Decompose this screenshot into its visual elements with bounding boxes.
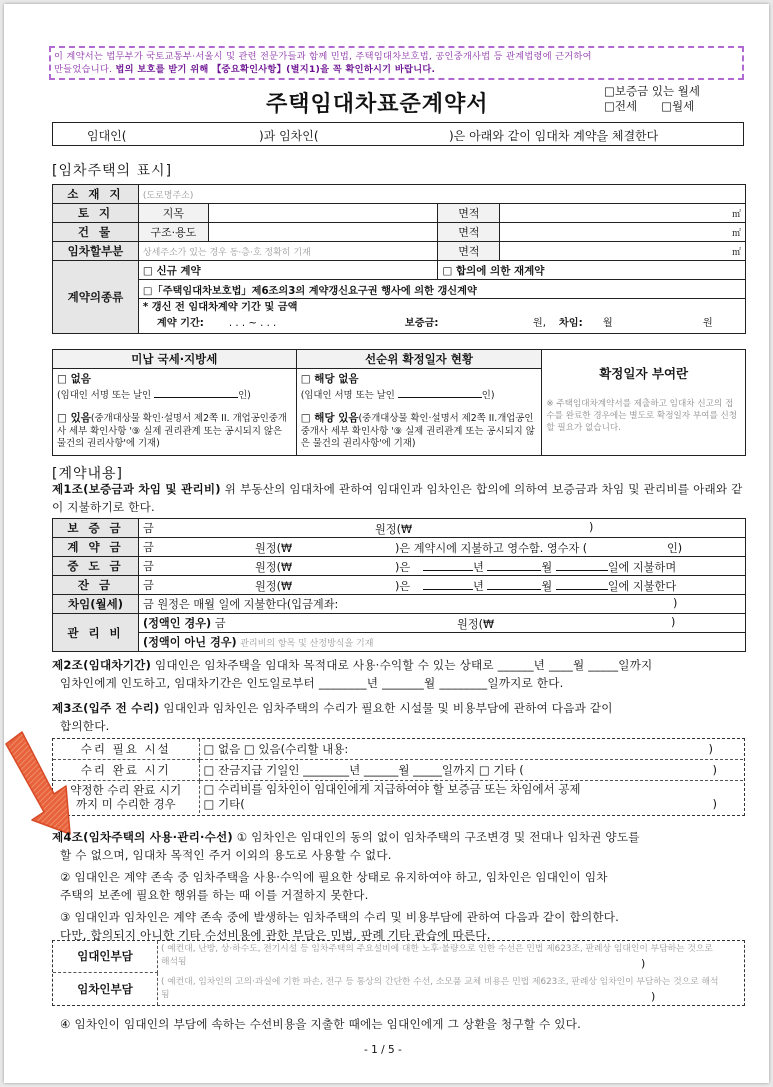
rented-part-label: 임차할부분 [53,242,139,261]
deposit-end: ) [589,521,594,534]
mgmt-fixed-geum: 금 [214,617,226,630]
land-label: 토 지 [53,204,139,223]
rented-area-field[interactable]: ㎡ [500,242,746,261]
intro-tail: )은 아래와 같이 임대차 계약을 체결한다 [449,129,659,143]
down-payment-field[interactable] [139,538,746,557]
deposit-field[interactable] [139,519,746,538]
tax-priority-table [52,349,746,456]
balance-eun: )은 [395,580,411,593]
article-4-title: 제4조(임차주택의 사용·관리·수선) [52,830,233,844]
tax-sign-field[interactable] [154,386,238,398]
down-wonjeong: 원정(₩ [255,542,293,555]
article-1 [52,480,747,516]
priority-sign-end: 인) [481,389,495,401]
article-3-text-1: 임대인과 임차인은 임차주택의 수리가 필요한 시설물 및 비용부담에 관하여 다음과 같이 [159,701,613,715]
article-2-line-1 [52,656,747,674]
repair-fail-field[interactable] [199,781,743,814]
middle-payment-label: 중 도 금 [53,557,139,576]
tenant-burden-label: 임차인부담 [53,973,158,1005]
property-section-title: [임차주택의 표시] [52,163,173,179]
tenant-burden-end: ) [651,990,656,1003]
prev-deposit-label: 보증금: [404,318,439,329]
article-1-text: 위 부동산의 임대차에 관하여 임대인과 임차인은 합의에 의하여 보증금과 차임 및 관리비를 아래와 같이 지불하기로 한다. [52,482,743,514]
contract-type-label: 계약의종류 [53,261,139,334]
article-1-title: 제1조(보증금과 차임 및 관리비) [52,482,221,496]
balance-field[interactable] [139,576,746,595]
notice-box [49,46,744,80]
repair-complete-end: ) [712,763,717,777]
priority-header: 선순위 확정일자 현황 [296,350,542,369]
middle-wonjeong: 원정(₩ [255,561,293,574]
fixdate-cell [542,350,746,456]
repair-needed-label: 수리 필요 시설 [53,739,199,760]
red-arrow-icon [4,724,76,840]
balance-wonjeong: 원정(₩ [255,580,293,593]
notice-line-2a: 만들었습니다. [54,64,116,75]
down-seal: 인) [667,542,683,555]
balance-date: 년 월 일에 지불한다 [423,578,676,594]
repair-needed-options[interactable]: □ 없음 □ 있음(수리할 내용: [203,742,349,756]
prev-deposit-won: 원, [532,318,546,329]
tax-header: 미납 국세·지방세 [53,350,297,369]
property-table [52,184,746,334]
repair-needed-field[interactable] [199,739,743,760]
mgmt-var-field[interactable] [139,633,746,652]
notice-emphasis: 법의 보호를 받기 위해 【중요확인사항】(별지1)을 꼭 확인하시기 바랍니다. [115,64,436,75]
building-label: 건 물 [53,223,139,242]
land-area-field[interactable]: ㎡ [500,204,746,223]
prev-period-label: 계약 기간: [156,318,204,329]
building-structure-label: 구조·용도 [138,223,208,242]
priority-yes-detail: (중개대상물 확인·설명서 제2쪽 II.개업공인중개사 세부 확인사항 '⑨ 실제 권리관계 또는 공시되지 않은 물건의 권리사항'에 기재) [300,413,535,449]
article-2 [52,656,747,692]
intro-tenant: )과 임차인( [259,129,319,143]
type-right-checkbox[interactable]: □「주택임대차보호법」제6조의3의 계약갱신요구권 행사에 의한 갱신계약 [138,280,745,299]
type-row-2 [604,99,700,114]
article-2-text-2: 임차인에게 인도하고, 임대차기간은 인도일로부터 ________년 _______월 ________일까지로 한다. [60,676,564,690]
fixdate-header: 확정일자 부여란 [599,366,689,381]
type-jeonse[interactable]: □전세 [604,99,638,113]
page-number: - 1 / 5 - [364,1044,402,1056]
contract-section-title: [계약내용] [52,466,124,482]
down-receipt: )은 계약시에 지불하고 영수함. 영수자 ( [395,542,588,555]
article-4-p4: ④ 임차인이 임대인의 부담에 속하는 수선비용을 지출한 때에는 임대인에게 그 상환을 청구할 수 있다. [60,1017,581,1031]
landlord-burden-hint: ( 예컨대, 난방, 상·하수도, 전기시설 등 임차주택의 주요설비에 대한 노후·불량으로 인한 수선은 민법 제623조, 판례상 임대인이 부담하는 것으로 해석됨 [161,944,713,967]
repair-fail-end: ) [712,797,717,811]
building-area-field[interactable]: ㎡ [500,223,746,242]
repair-complete-options[interactable]: □ 잔금지급 기일인 ________년 ______월 _____일까지 □ 기타 ( [203,763,524,777]
article-4-p3b: 다만, 합의되지 아니한 기타 수선비용에 관한 부담은 민법, 판례 기타 관습에 따른다. [60,928,491,942]
prev-rent-won: 원 [702,318,713,329]
article-4-p1b: 할 수 없으며, 임대차 목적인 주거 이외의 용도로 사용할 수 없다. [60,848,392,862]
landlord-burden-label: 임대인부담 [53,941,158,973]
article-3-text-2: 합의한다. [60,719,110,733]
document-page [4,4,769,1083]
tax-yes-line [57,412,292,451]
repair-fail-option-1[interactable]: □ 수리비를 임차인이 임대인에게 지급하여야 할 보증금 또는 차임에서 공제 [203,782,581,796]
rent-end: ) [673,597,678,610]
intro-landlord: 임대인( [87,129,127,143]
mgmt-fixed-label: (정액인 경우) [143,617,212,630]
article-3 [52,699,747,735]
mgmt-fixed-field[interactable] [139,614,746,633]
land-category-label: 지목 [138,204,208,223]
article-4-line-1 [52,828,747,846]
article-4 [52,828,747,944]
rented-area-label: 면적 [438,242,500,261]
rent-field[interactable] [139,595,746,614]
tax-cell [53,369,297,456]
deposit-wonjeong: 원정(₩ [375,523,413,536]
type-new-checkbox[interactable]: □ 신규 계약 [138,261,438,280]
tenant-burden-field[interactable] [161,976,721,1002]
repair-fail-label-2: 까지 미 수리한 경우 [75,797,176,811]
contract-type-checkboxes[interactable] [604,84,700,114]
mgmt-var-hint: 관리비의 항목 및 산정방식을 기재 [240,639,374,649]
prev-contract-line [143,316,741,332]
type-monthly[interactable]: □월세 [661,99,695,113]
land-area-label: 면적 [438,204,500,223]
down-payment-label: 계 약 금 [53,538,139,557]
repair-table [53,739,743,813]
payment-table [52,518,746,652]
tax-none-checkbox[interactable]: □ 없음 [57,373,91,385]
tax-sign-end: 인) [238,389,251,401]
priority-none-checkbox[interactable]: □ 해당 없음 [300,373,359,385]
type-renew-checkbox[interactable]: □ 합의에 의한 재계약 [438,261,746,280]
article-2-title: 제2조(임대차기간) [52,658,152,672]
prev-contract-cell [138,299,745,334]
tax-sign-label: (임대인 서명 또는 날인 [57,389,152,401]
priority-sign-label: (임대인 서명 또는 날인 [300,389,395,401]
burden-box [52,940,745,1006]
repair-fail-option-2[interactable]: □ 기타( [203,797,245,811]
repair-fail-label-1: 약정한 수리 완료 시기 [70,783,182,797]
address-field[interactable]: (도로명주소) [138,185,745,204]
priority-sign-field[interactable] [398,386,482,398]
priority-sign-line [301,386,538,403]
article-4-p3a: ③ 임대인과 임차인은 계약 존속 중에 발생하는 임차주택의 수리 및 비용부담에 관하여 다음과 같이 합의한다. [60,910,620,924]
type-deposit-monthly[interactable]: □보증금 있는 월세 [604,84,700,98]
priority-yes-line [301,412,538,451]
rent-label: 차임(월세) [53,595,139,614]
deposit-label: 보 증 금 [53,519,139,538]
landlord-burden-end: ) [641,957,646,970]
tax-sign-line [57,386,292,403]
prev-period-field[interactable]: . . . ~ . . . [228,318,277,329]
rent-text: 금 원정은 매월 일에 지불한다(입금계좌: [143,598,339,611]
mgmt-fixed-end: ) [671,616,676,629]
middle-date: 년 월 일에 지불하며 [423,559,676,575]
tax-yes-checkbox[interactable]: □ 있음 [57,412,91,424]
document-title: 주택임대차표준계약서 [266,91,489,117]
deposit-geum: 금 [143,522,154,535]
building-structure-field[interactable] [208,223,438,242]
repair-complete-field[interactable] [199,760,743,781]
mgmt-fixed-wonjeong: 원정(₩ [457,618,495,631]
tax-yes-detail: (중개대상물 확인·설명서 제2쪽 II. 개업공인중개사 세부 확인사항 '⑨ 실제 권리관계 또는 공시되지 않은 물건의 권리사항'에 기재) [57,413,287,449]
repair-box [52,738,745,816]
priority-cell [296,369,542,456]
article-3-line-1 [52,699,747,717]
prev-rent-label: 차임: [558,318,583,329]
down-geum: 금 [143,541,154,554]
article-3-title: 제3조(입주 전 수리) [52,701,160,715]
intro-box [52,122,744,146]
middle-payment-field[interactable] [139,557,746,576]
mgmt-var-label: (정액이 아닌 경우) [143,636,237,649]
article-4-p2a: ② 임대인은 계약 존속 중 임차주택을 사용·수익에 필요한 상태로 유지하여야 하고, 임차인은 임대인이 임차 [60,870,608,884]
prev-contract-heading: * 갱신 전 임대차계약 기간 및 금액 [142,302,298,313]
balance-label: 잔 금 [53,576,139,595]
priority-yes-checkbox[interactable]: □ 해당 있음 [300,412,359,424]
middle-eun: )은 [395,561,411,574]
tenant-burden-hint: ( 예컨대, 임차인의 고의·과실에 기한 파손, 전구 등 통상의 간단한 수선, 소모품 교체 비용은 민법 제623조, 판례상 임차인이 부담하는 것으로 해석됨 [161,977,719,1000]
fixdate-note: ※ 주택임대차계약서를 제출하고 임대차 신고의 접수를 완료한 경우에는 별도로 확정일자 부여를 신청할 필요가 없습니다. [546,399,738,433]
land-category-field[interactable] [208,204,438,223]
article-4-p2b: 주택의 보존에 필요한 행위를 하는 때 이를 거절하지 못한다. [60,888,369,902]
notice-line-2 [54,63,739,76]
repair-needed-end: ) [708,742,713,756]
repair-complete-label: 수리 완료 시기 [53,760,199,781]
notice-line-1: 이 계약서는 법무부가 국토교통부·서울시 및 관련 전문가들과 함께 민법, 주택임대차보호법, 공인중개사법 등 관계법령에 근거하여 [54,51,592,62]
article-2-text-1: 임대인은 임차주택을 임대차 목적대로 사용·수익할 수 있는 상태로 ______년 ____월 _____일까지 [151,658,653,672]
middle-geum: 금 [143,560,154,573]
rented-part-field[interactable]: 상세주소가 있는 경우 동·층·호 정확히 기재 [138,242,438,261]
balance-geum: 금 [143,579,154,592]
article-4-p1a: ① 임차인은 임대인의 동의 없이 임차주택의 구조변경 및 전대나 임차권 양도를 [232,830,640,844]
mgmt-label: 관 리 비 [53,614,139,652]
prev-rent-month: 월 [602,318,613,329]
building-area-label: 면적 [438,223,500,242]
landlord-burden-field[interactable] [161,943,721,969]
address-label: 소 재 지 [53,185,139,204]
